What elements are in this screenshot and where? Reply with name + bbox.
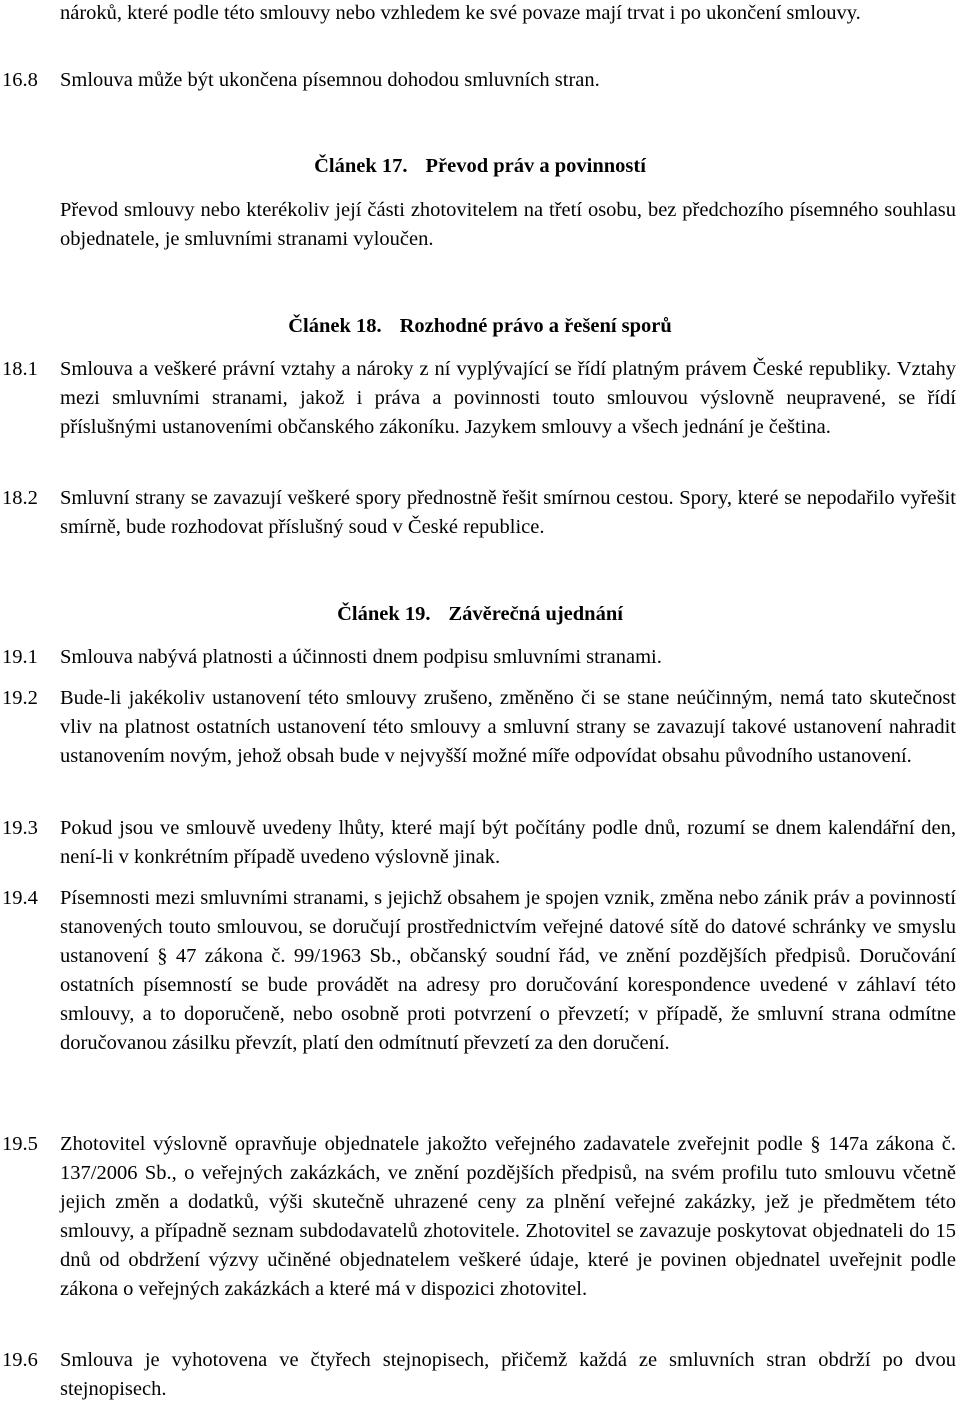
clause-text: Bude-li jakékoliv ustanovení této smlouvy zrušeno, změněno či se stane neúčinným, nemá tato skutečnost vliv na platnost ostatních ustanovení této smlouvy a smluvní strany se zavazují takové ustanovení nahradit ustanovením novým, jehož obsah bude v nejvyšší možné míře odpovídat obsahu původního ustanovení. bbox=[60, 687, 956, 767]
article-label: Článek 19. bbox=[337, 603, 431, 625]
clause-19-4 bbox=[2, 884, 956, 1058]
clause-number: 19.2 bbox=[2, 687, 38, 709]
clause-18-1 bbox=[2, 355, 956, 442]
clause-text: Smlouva je vyhotovena ve čtyřech stejnopisech, přičemž každá ze smluvních stran obdrží po dvou stejnopisech. bbox=[60, 1349, 956, 1400]
clause-number: 18.2 bbox=[2, 487, 38, 509]
clause-19-2 bbox=[2, 684, 956, 771]
article-18-heading bbox=[0, 312, 960, 341]
clause-text: Smlouva a veškeré právní vztahy a nároky z ní vyplývající se řídí platným právem České republiky. Vztahy mezi smluvními stranami, jakož i práva a povinnosti touto smlouvou výslovně neupravené, se řídí příslušnými ustanoveními občanského zákoníku. Jazykem smlouvy a všech jednání je čeština. bbox=[60, 358, 956, 438]
article-title: Rozhodné právo a řešení sporů bbox=[399, 315, 672, 337]
article-label: Článek 18. bbox=[288, 315, 382, 337]
article-title: Závěrečná ujednání bbox=[448, 603, 623, 625]
clause-number: 19.6 bbox=[2, 1349, 38, 1371]
clause-19-1 bbox=[2, 643, 956, 672]
article-17-paragraph: Převod smlouvy nebo kterékoliv její části zhotovitelem na třetí osobu, bez předchozího písemného souhlasu objednatele, je smluvními stranami vyloučen. bbox=[60, 199, 956, 250]
clause-text: Smluvní strany se zavazují veškeré spory přednostně řešit smírnou cestou. Spory, které se nepodařilo vyřešit smírně, bude rozhodovat příslušný soud v České republice. bbox=[60, 487, 956, 538]
clause-text: Smlouva nabývá platnosti a účinnosti dnem podpisu smluvními stranami. bbox=[60, 646, 662, 668]
clause-text: Písemnosti mezi smluvními stranami, s jejichž obsahem je spojen vznik, změna nebo zánik práv a povinností stanovených touto smlouvou, se doručují prostřednictvím veřejné datové sítě do datové schránky ve smyslu ustanovení § 47 zákona č. 99/1963 Sb., občanský soudní řád, ve znění pozdějších předpisů. Doručování ostatních písemností se bude provádět na adresy pro doručování korespondence uvedené v záhlaví této smlouvy, a to doporučeně, nebo osobně proti potvrzení o převzetí; v případě, že smluvní strana odmítne doručovanou zásilku převzít, platí den odmítnutí převzetí za den doručení. bbox=[60, 887, 956, 1054]
clause-number: 19.5 bbox=[2, 1133, 38, 1155]
clause-number: 16.8 bbox=[2, 69, 38, 91]
article-17-heading bbox=[0, 152, 960, 181]
clause-number: 19.1 bbox=[2, 646, 38, 668]
clause-text: Smlouva může být ukončena písemnou dohodou smluvních stran. bbox=[60, 69, 600, 91]
clause-19-5 bbox=[2, 1130, 956, 1304]
clause-19-6 bbox=[2, 1346, 956, 1404]
clause-19-3 bbox=[2, 814, 956, 872]
article-label: Článek 17. bbox=[314, 155, 408, 177]
article-title: Převod práv a povinností bbox=[425, 155, 646, 177]
clause-18-2 bbox=[2, 484, 956, 542]
article-19-heading bbox=[0, 600, 960, 629]
clause-16-8 bbox=[2, 66, 956, 95]
clause-text: Pokud jsou ve smlouvě uvedeny lhůty, které mají být počítány podle dnů, rozumí se dnem kalendářní den, není-li v konkrétním případě uvedeno výslovně jinak. bbox=[60, 817, 956, 868]
clause-number: 18.1 bbox=[2, 358, 38, 380]
clause-text: Zhotovitel výslovně opravňuje objednatele jakožto veřejného zadavatele zveřejnit podle § 147a zákona č. 137/2006 Sb., o veřejných zakázkách, ve znění pozdějších předpisů, na svém profilu tuto smlouvu včetně jejich změn a dodatků, výši skutečně uhrazené ceny za plnění veřejné zakázky, jež je předmětem této smlouvy, a případně seznam subdodavatelů zhotovitele. Zhotovitel se zavazuje poskytovat objednateli do 15 dnů od obdržení výzvy učiněné objednatelem veškeré údaje, které je povinen objednatel uveřejnit podle zákona o veřejných zakázkách a které má v dispozici zhotovitel. bbox=[60, 1133, 956, 1300]
continuation-paragraph: nároků, které podle této smlouvy nebo vzhledem ke své povaze mají trvat i po ukončení smlouvy. bbox=[60, 2, 861, 24]
clause-number: 19.3 bbox=[2, 817, 38, 839]
clause-number: 19.4 bbox=[2, 887, 38, 909]
